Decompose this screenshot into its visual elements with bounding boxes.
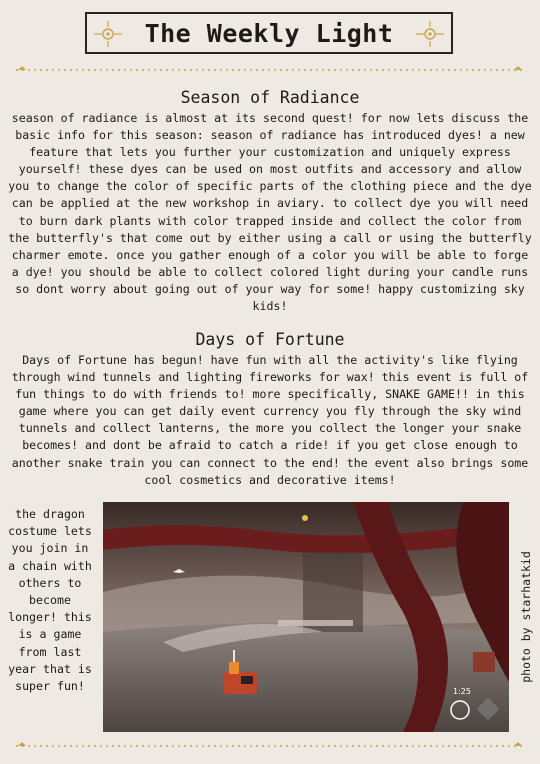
sun-ornament-icon (93, 19, 123, 49)
masthead (85, 12, 453, 54)
dotted-divider (16, 740, 524, 752)
hud-time: 1:25 (453, 687, 471, 696)
dotted-divider (16, 64, 524, 76)
photo-credit-text: photo by starhatkid (519, 551, 533, 683)
newsletter-title: The Weekly Light (144, 18, 394, 48)
section-heading: Days of Fortune (195, 330, 345, 349)
photo-credit (517, 504, 535, 730)
section-heading: Season of Radiance (180, 88, 360, 107)
section-body: season of radiance is almost at its second quest! for now lets discuss the basic info for this season: season of radiance has introduced dyes! a new feature that lets you further your customization and uniquely express yourself! these dyes can be used on most outfits and accessory and allow you to change the color of specific parts of the clothing piece and the dye can be applied at the new workshop in aviary. to collect dye you will need to burn dark plants with color trapped inside and collect the color from the butterfly's that come out by either using a call or using the butterfly charmer emote. once you gather enough of a color you will be able to forge a dye! you should be able to collect colored light during your candle runs so dont worry about going out of your way for some! happy customizing sky kids! (8, 111, 532, 314)
sun-ornament-icon (415, 19, 445, 49)
section-body: Days of Fortune has begun! have fun with all the activity's like flying through wind tunnels and lighting fireworks for wax! this event is full of fun things to do with friends to! more specifically, SNAKE GAME!! in this game where you can get daily event currency you fly through the sky wind tunnels and collect lanterns, the more you collect the longer your snake becomes! and dont be afraid to catch a ride! if you get close enough to another snake train you can connect to the end! the event also brings some cool cosmetics and decorative items! (11, 353, 529, 487)
photo-caption: the dragon costume lets you join in a chain with others to become longer! this is a game from last year that is super fun! (8, 507, 92, 694)
game-screenshot (103, 502, 509, 732)
